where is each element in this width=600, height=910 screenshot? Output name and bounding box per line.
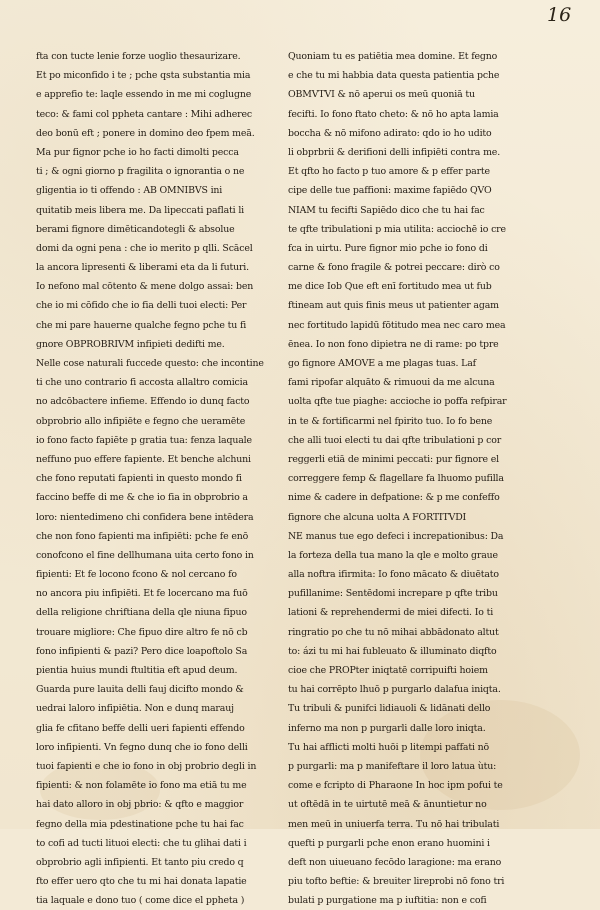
text-line: men meū in uniuerfa terra. Tu nō hai tribulati [288, 818, 500, 830]
text-line: quitatib meis libera me. Da lipeccati paflati li [36, 204, 245, 216]
text-line: obprobrio agli infipienti. Et tanto piu credo q [36, 856, 244, 868]
text-line: quefti p purgarli pche enon erano huomini i [288, 837, 490, 849]
text-line: gnore OBPROBRIVM infipieti dedifti me. [36, 338, 225, 350]
text-line: to: ázi tu mi hai fubleuato & illuminato diqfto [288, 645, 497, 657]
text-line: hai dato alloro in obj pbrio: & qfto e maggior [36, 799, 244, 811]
text-line: come e fcripto di Pharaone In hoc ipm pofui te [288, 780, 503, 792]
text-line: Io nefono mal cōtento & mene dolgo assai: ben [36, 281, 254, 293]
text-line: no ancora piu infipiēti. Et fe locercano ma fuō [36, 588, 248, 600]
text-line: Ma pur fignor pche io ho facti dimolti pecca [36, 146, 239, 158]
text-line: Guarda pure lauita delli fauj dicifto mondo & [36, 684, 244, 696]
text-line: Tu hai afflicti molti huōi p litempi paffati nō [288, 741, 490, 753]
text-line: deft non uiueuano fecōdo laragione: ma erano [288, 856, 502, 868]
text-line: uolta qfte tue piaghe: accioche io poffa refpirar [288, 396, 507, 408]
text-line: tu hai corrēpto lhuō p purgarlo dalafua iniqta. [288, 684, 501, 696]
text-line: li obprbrii & derifioni delli infipiēti contra me. [288, 146, 501, 158]
text-line: in te & fortificarmi nel fpirito tuo. Io fo bene [288, 415, 493, 427]
text-line: correggere femp & flagellare fa lhuomo pufilla [288, 473, 504, 485]
text-line: Et po miconfido i te ; pche qsta substantia mia [36, 70, 251, 82]
text-line: pientia huius mundi ftultitia eft apud deum. [36, 665, 238, 676]
text-line: che fono reputati fapienti in questo mondo fi [36, 473, 242, 485]
text-line: uedrai laloro infipiētia. Non e dunq marauj [36, 703, 234, 715]
text-line: fono infipienti & pazi? Pero dice loapoftolo Sa [36, 645, 248, 657]
text-line: NIAM tu fecifti Sapiēdo dico che tu hai fac [288, 204, 485, 216]
text-line: fignore che alcuna uolta A FORTITVDI [288, 511, 467, 523]
text-line: faccino beffe di me & che io fia in obprobrio a [36, 492, 248, 504]
text-line: ti ; & ogni giorno p fragilita o ignorantia o ne [36, 166, 245, 178]
text-line: cipe delle tue paffioni: maxime fapiēdo QVO [288, 185, 492, 197]
text-line: no adcōbactere infieme. Effendo io dunq facto [36, 396, 250, 408]
text-line: fipienti: Et fe locono fcono & nol cercano fo [36, 569, 237, 581]
text-line: domi da ogni pena : che io merito p qlli. Scācel [36, 242, 253, 254]
folio-number: 16 [547, 4, 572, 26]
text-line: cioe che PROPter iniqtatē corripuifti hoiem [288, 665, 488, 676]
text-line: reggerli etiā de minimi peccati: pur fignore el [288, 453, 499, 465]
text-line: me dice Iob Que eft enī fortitudo mea ut fub [288, 281, 492, 293]
text-line: che io mi cōfido che io fia delli tuoi electi: Per [36, 300, 247, 312]
text-line: Nelle cose naturali fuccede questo: che incontine [36, 358, 264, 369]
text-line: la ancora lipresenti & liberami eta da li futuri. [36, 262, 249, 274]
text-line: nime & cadere in defpatione: & p me confeffo [288, 492, 500, 504]
text-line: neffuno puo effere fapiente. Et benche alchuni [36, 453, 251, 465]
text-line: loro infipienti. Vn fegno dunq che io fono delli [36, 741, 248, 753]
text-line: Quoniam tu es patiētia mea domine. Et fegno [288, 51, 498, 62]
text-line: che non fono fapienti ma infipiēti: pche fe enō [36, 530, 249, 542]
text-line: teco: & fami col ppheta cantare : Mihi adherec [36, 108, 252, 120]
text-line: inferno ma non p purgarli dalle loro iniqta. [288, 722, 486, 734]
text-line: glia fe cfitano beffe delli ueri fapienti effendo [36, 722, 245, 734]
text-line: pufillanime: Sentēdomi increpare p qfte tribu [288, 588, 498, 600]
text-line: ēnea. Io non fono dipietra ne di rame: po tpre [288, 338, 499, 350]
text-line: obprobrio allo infipiēte e fegno che ueramēte [36, 415, 246, 427]
text-line: gligentia io ti offendo : AB OMNIBVS ini [36, 185, 223, 197]
text-line: piu tofto beftie: & breuiter lireprobi nō fono tri [288, 876, 505, 888]
text-line: te qfte tribulationi p mia utilita: acciochē io cre [288, 223, 506, 235]
text-line: della religione chriftiana della qle niuna fipuo [36, 607, 247, 619]
text-line: tia laquale e dono tuo ( come dice el ppheta ) [36, 895, 245, 907]
text-line: fta con tucte lenie forze uoglio thesaurizare. [36, 51, 241, 62]
text-line: fca in uirtu. Pure fignor mio pche io fono di [288, 242, 488, 254]
right-text-column [288, 47, 528, 910]
text-line: fami ripofar alquāto & rimuoui da me alcuna [288, 377, 495, 389]
text-line: ti che uno contrario fi accosta allaltro comicia [36, 377, 248, 389]
text-line: e apprefio te: laqle essendo in me mi coglugne [36, 89, 252, 101]
text-line: NE manus tue ego defeci i increpationibus: Da [288, 530, 504, 542]
text-line: io fono facto fapiēte p gratia tua: fenza laquale [36, 434, 252, 446]
text-line: fto effer uero qto che tu mi hai donata lapatie [36, 876, 247, 888]
text-line: boccha & nō mifono adirato: qdo io ho udito [288, 127, 492, 139]
text-line: la forteza della tua mano la qle e molto graue [288, 549, 498, 561]
text-line: bulati p purgatione ma p iuftitia: non e cofi [288, 895, 487, 907]
text-line: carne & fono fragile & potrei peccare: dirò co [288, 262, 500, 274]
text-line: OBMVTVI & nō aperui os meū quoniā tu [288, 89, 475, 101]
text-line: fegno della mia pdestinatione pche tu hai fac [36, 818, 244, 830]
text-line: to cofi ad tucti lituoi electi: che tu glihai dati i [36, 837, 247, 849]
text-line: loro: nientedimeno chi confidera bene intēdera [36, 511, 254, 523]
text-line: deo bonū eft ; ponere in domino deo fpem meā. [36, 127, 255, 139]
text-line: p purgarli: ma p manifeftare il loro latua ùtu: [288, 760, 497, 772]
text-line: nec fortitudo lapidū fōtitudo mea nec caro mea [288, 319, 506, 331]
text-line: lationi & reprehendermi de miei difecti. Io ti [288, 607, 494, 619]
text-line: trouare migliore: Che fipuo dire altro fe nō cb [36, 626, 248, 638]
text-line: go fignore AMOVE a me plagas tuas. Laf [288, 358, 476, 369]
text-line: che mi pare hauerne qualche fegno pche tu fi [36, 319, 247, 331]
left-text-column [36, 47, 283, 910]
text-line: fecifti. Io fono ftato cheto: & nō ho apta lamia [288, 108, 499, 120]
text-line: Tu tribuli & punifci lidiauoli & lidānati dello [288, 703, 491, 715]
text-line: ftineam aut quis finis meus ut patienter agam [288, 300, 499, 312]
text-line: che alli tuoi electi tu dai qfte tribulationi p cor [288, 434, 502, 446]
text-line: e che tu mi habbia data questa patientia pche [288, 70, 500, 82]
text-line: Et qfto ho facto p tuo amore & p effer parte [288, 166, 490, 178]
text-line: fipienti: & non folamēte io fono ma etiā tu me [36, 780, 247, 792]
text-line: ringratio po che tu nō mihai abbādonato altut [288, 626, 499, 638]
text-line: ut oftēdā in te uirtutē meā & ānuntietur no [288, 799, 487, 811]
text-line: berami fignore dimēticandotegli & absolue [36, 223, 235, 235]
text-line: alla noftra ifirmita: Io fono mācato & diuētato [288, 569, 499, 581]
text-line: conofcono el fine dellhumana uita certo fono in [36, 549, 254, 561]
text-line: tuoi fapienti e che io fono in obj probrio degli in [36, 760, 257, 772]
